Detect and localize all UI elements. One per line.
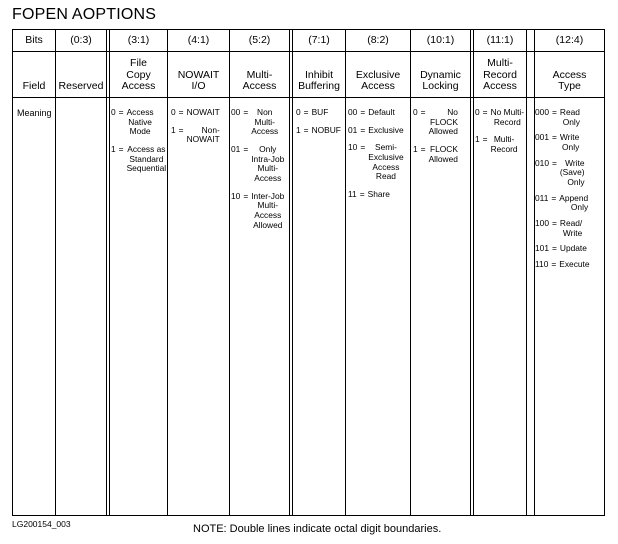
- bits-10-1: (10:1): [426, 33, 455, 46]
- field-multi-record-access: Multi- Record Access: [483, 56, 517, 93]
- list-item: 001 = Write Only: [535, 132, 580, 152]
- list-item: 1 = Non- NOWAIT: [171, 124, 220, 145]
- octal-boundary-line: [473, 30, 474, 515]
- list-item: 0 = BUF: [296, 107, 329, 117]
- meaning-file-copy-access: [111, 108, 167, 182]
- meaning-access-type: [535, 108, 602, 276]
- list-item: 00 = Non Multi- Access: [231, 107, 279, 137]
- field-label: Field: [22, 80, 46, 93]
- list-item: 11 = Share: [348, 188, 390, 199]
- field-divider: [13, 97, 604, 98]
- list-item: 1 = Multi- Record: [475, 134, 518, 154]
- figure-id: LG200154_003: [12, 519, 71, 529]
- bits-0-3: (0:3): [70, 33, 92, 46]
- bits-label: Bits: [25, 33, 43, 46]
- field-multi-access: Multi- Access: [242, 68, 277, 93]
- octal-boundary-line: [292, 30, 293, 515]
- meaning-label: Meaning: [17, 108, 52, 118]
- list-item: 101 = Update: [535, 243, 587, 254]
- list-item: 01 = Exclusive: [348, 124, 404, 135]
- list-item: 0 = Access Native Mode: [111, 107, 154, 137]
- field-dynamic-locking: Dynamic Locking: [420, 68, 461, 93]
- list-item: 100 = Read/ Write: [535, 217, 583, 238]
- bits-7-1: (7:1): [308, 33, 330, 46]
- list-item: 000 = Read Only: [535, 107, 580, 127]
- list-item: 01 = Only Intra-Job Multi- Access: [231, 143, 285, 183]
- list-item: 1 = Access as Standard Sequential: [111, 143, 167, 174]
- field-nowait-io: NOWAIT I/O: [177, 68, 220, 93]
- list-item: 011 = Append Only: [535, 192, 589, 213]
- meaning-multi-record-access: [475, 108, 526, 163]
- footnote: NOTE: Double lines indicate octal digit boundaries.: [193, 523, 442, 535]
- field-reserved: Reserved: [58, 80, 104, 93]
- list-item: 10 = Inter-Job Multi- Access Allowed: [231, 190, 285, 230]
- field-exclusive-access: Exclusive Access: [355, 68, 401, 93]
- column-divider: [526, 30, 527, 515]
- meaning-multi-access: [231, 108, 289, 238]
- bits-3-1: (3:1): [127, 33, 150, 46]
- list-item: 1 = NOBUF: [296, 124, 341, 135]
- bits-8-2: (8:2): [367, 33, 389, 46]
- list-item: 00 = Default: [348, 107, 395, 117]
- meaning-exclusive-access: [348, 108, 410, 208]
- column-divider: [345, 30, 346, 515]
- bits-11-1: (11:1): [486, 33, 514, 46]
- meaning-inhibit-buffering: [296, 108, 345, 143]
- meaning-nowait-io: [171, 108, 229, 153]
- list-item: 110 = Execute: [535, 258, 590, 269]
- bits-12-4: (12:4): [555, 33, 584, 46]
- column-divider: [410, 30, 411, 515]
- list-item: 0 = No Multi- Record: [475, 107, 525, 127]
- column-divider: [167, 30, 168, 515]
- column-divider: [229, 30, 230, 515]
- bits-5-2: (5:2): [248, 33, 271, 46]
- aoptions-table: [12, 29, 605, 516]
- column-divider: [289, 30, 290, 515]
- list-item: 0 = NOWAIT: [171, 107, 220, 117]
- field-file-copy-access: File Copy Access: [121, 56, 156, 93]
- list-item: 010 = Write (Save) Only: [535, 157, 585, 187]
- column-divider: [55, 30, 56, 515]
- meaning-dynamic-locking: [413, 108, 468, 172]
- page-title: FOPEN AOPTIONS: [12, 6, 157, 23]
- field-inhibit-buffering: Inhibit Buffering: [298, 68, 340, 93]
- bits-4-1: (4:1): [187, 33, 210, 46]
- list-item: 0 = No FLOCK Allowed: [413, 107, 458, 137]
- list-item: 1 = FLOCK Allowed: [413, 143, 458, 164]
- octal-boundary-line: [109, 30, 110, 515]
- list-item: 10 = Semi- Exclusive Access Read: [348, 142, 404, 182]
- column-divider: [470, 30, 471, 515]
- field-access-type: Access Type: [552, 68, 587, 93]
- column-divider: [106, 30, 107, 515]
